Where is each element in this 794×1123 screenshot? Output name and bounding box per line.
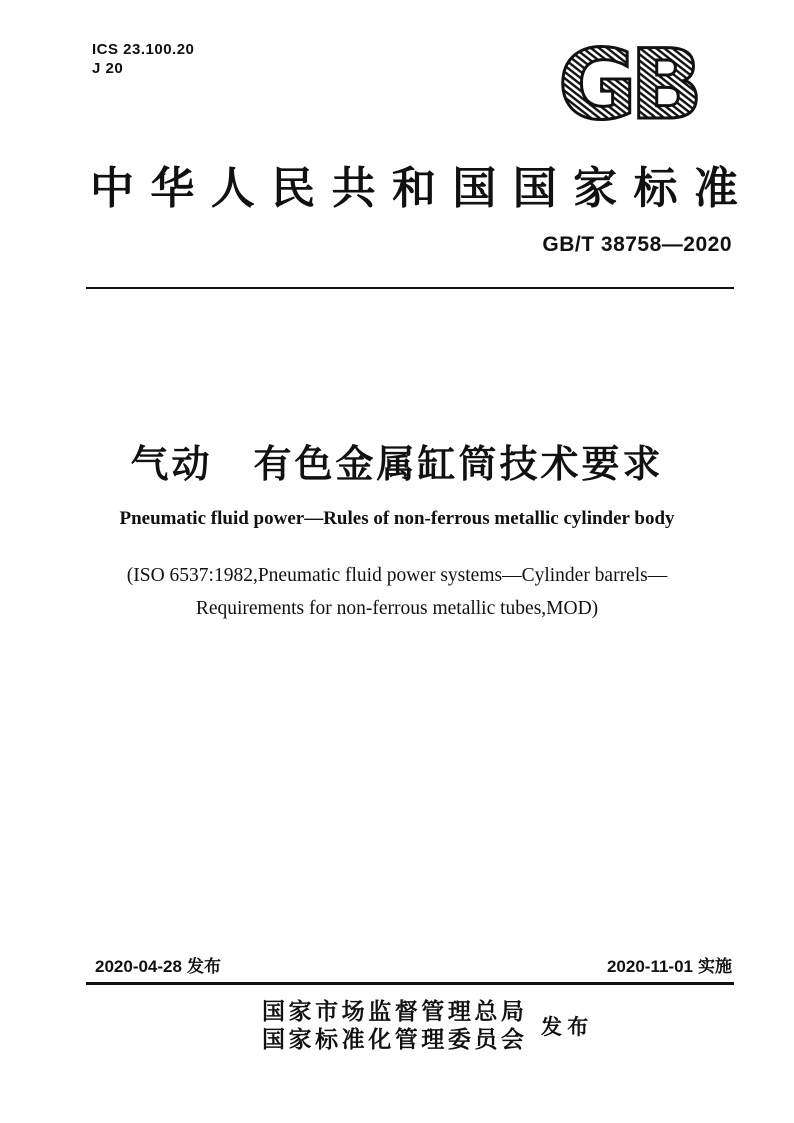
issuing-authorities-block xyxy=(262,998,588,1054)
implementation-date-label: 实施 xyxy=(698,957,732,976)
standard-number: GB/T 38758—2020 xyxy=(542,233,732,256)
date-row xyxy=(95,952,732,977)
gb-logo xyxy=(542,40,712,136)
national-standard-heading: 中 华 人 民 共 和 国 国 家 标 准 xyxy=(90,164,738,213)
issuing-authorities xyxy=(262,998,524,1054)
implementation-date-block xyxy=(607,952,732,977)
ics-classification-block xyxy=(92,40,194,78)
masthead-rule-line xyxy=(86,287,734,289)
iso-reference-line-1: (ISO 6537:1982,Pneumatic fluid power systems—Cylinder barrels— xyxy=(126,565,668,586)
issue-date-block xyxy=(95,952,221,977)
gb-logo-text: GB xyxy=(558,40,696,136)
ics-code: ICS 23.100.20 xyxy=(92,41,195,58)
iso-reference xyxy=(0,559,794,625)
standard-title-english: Pneumatic fluid power—Rules of non-ferrous metallic cylinder body xyxy=(119,508,675,529)
issue-date: 2020-04-28 xyxy=(95,957,182,976)
publish-label: 发 布 xyxy=(541,1015,589,1039)
issue-date-label: 发布 xyxy=(186,957,221,976)
issuer-line-1: 国 家 市 场 监 督 管 理 总 局 xyxy=(262,999,524,1024)
doc-class-code: J 20 xyxy=(92,60,124,77)
footer-rule-line xyxy=(86,982,734,985)
implementation-date: 2020-11-01 xyxy=(606,957,693,976)
issuer-line-2: 国 家 标 准 化 管 理 委 员 会 xyxy=(262,1027,524,1052)
standard-title-chinese: 气动 有色金属缸筒技术要求 xyxy=(130,444,664,486)
iso-reference-line-2: Requirements for non-ferrous metallic tubes,MOD) xyxy=(195,598,599,619)
